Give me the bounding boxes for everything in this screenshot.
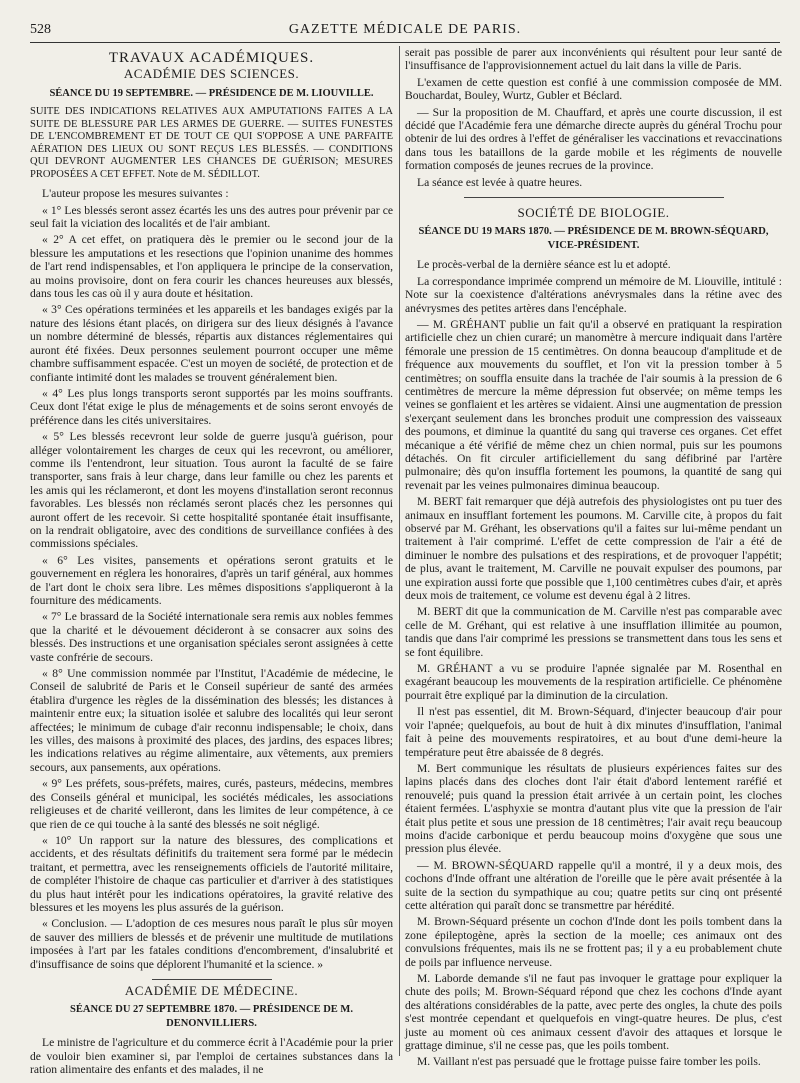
paragraph: « 1° Les blessés seront assez écartés les uns des autres pour prévenir par ce seul fait la viciation des localités et de l'air ambiant.	[30, 203, 393, 231]
journal-title: GAZETTE MÉDICALE DE PARIS.	[288, 22, 522, 37]
paragraph: M. GRÉHANT a vu se produire l'apnée signalée par M. Rosenthal en exagérant beaucoup les mouvements de la respiration artificielle. Ce phénomène pourrait être expliqué par la diminution de la circulation.	[405, 662, 782, 702]
paragraph: « 5° Les blessés recevront leur solde de guerre jusqu'à guérison, pour alléger volontairement les charges de ceux qui les recevront, ou améliorer, comme ils l'entendront, leur situation. Tous auront la faculté de se faire transporter, sans frais à leur charge, dans leur famille ou chez les parents et les amis qui les réclameront, et dont les moyens d'installation seront reconnus favorables. Les blessés non réclamés seront placés chez les personnes qui auront offert de les recevoir. Si cette hospitalité spontanée était insuffisante, on la rendrait obligatoire, avec des conditions de surveillance confiées à des commissions spéciales.	[30, 430, 393, 551]
page-number: 528	[30, 22, 51, 37]
paragraph: serait pas possible de parer aux inconvénients qui résultent pour leur santé de l'insuffisance de l'approvisionnement actuel du lait dans la ville de Paris.	[405, 46, 782, 73]
section-title-travaux: TRAVAUX ACADÉMIQUES.	[108, 50, 315, 66]
paragraph: M. Brown-Séquard présente un cochon d'Inde dont les poils tombent dans la zone épileptogène, après la section de la moelle; ces animaux ont des convulsions fréquentes, mais ils ne se frottent pas; il y a eu probablement chute de poils par influence nerveuse.	[405, 915, 782, 969]
right-column	[405, 46, 783, 1069]
paragraph: La correspondance imprimée comprend un mémoire de M. Liouville, intitulé : Note sur la coexistence d'altérations anévrysmales dans la rétine avec des anévrysmes des petites artères dans l'encéphale.	[405, 274, 782, 315]
seance-heading: SÉANCE DU 19 SEPTEMBRE. — PRÉSIDENCE DE M. LIOUVILLE.	[49, 87, 374, 99]
paragraph: « 8° Une commission nommée par l'Institut, l'Académie de médecine, le Conseil de salubrité de Paris et le Conseil supérieur de santé des armées établira d'urgence les règles de la dissémination des blessés; les distances à maintenir entre eux; la situation isolée et salubre des localités qui leur seront affectées; le minimum de cubage d'air reconnu indispensable; le choix, dans les villes, des maisons à proximité des places, des jardins, des espaces libres; les indications relatives au régime alimentaire, aux vêtements, aux premiers secours, aux pansements, aux opérations.	[30, 667, 393, 774]
divider	[464, 197, 724, 198]
paragraph: « 4° Les plus longs transports seront supportés par les moins souffrants. Ceux dont l'état exige le plus de ménagements et de soins seront envoyés de préférence dans les cités universitaires.	[30, 386, 393, 427]
section-title-biologie: SOCIÉTÉ DE BIOLOGIE.	[517, 205, 670, 221]
subject-summary: SUITE DES INDICATIONS RELATIVES AUX AMPUTATIONS FAITES A LA SUITE DE BLESSURE PAR LES ARMES DE GUERRE. — SUITES FUNESTES DE L'ENCOMBREMENT ET DE TOUT CE QUI S'OPPOSE A UNE PARFAITE AÉRATION DES LIEUX OU SONT REÇUS LES BLESSÉS. — CONDITIONS QUI DEVRONT AUGMENTER LES CHANCES DE GUÉRISON; MESURES PROPOSÉES A CET EFFET. Note de M. SÉDILLOT.	[30, 106, 393, 180]
paragraph: La séance est levée à quatre heures.	[417, 175, 583, 189]
paragraph: « 7° Le brassard de la Société internationale sera remis aux nobles femmes que la charité et le dévouement décideront à se consacrer aux soins des blessés. Des instructions et une organisation spéciales seront assignées à cette vaste confrérie de secours.	[30, 610, 393, 664]
paragraph: « Conclusion. — L'adoption de ces mesures nous paraît le plus sûr moyen de sauver des milliers de blessés et de prévenir une multitude de mutilations imposées à l'art par les fatales conditions d'encombrement, d'insalubrité et d'insuffisance de soins que déplorent l'humanité et la science. »	[30, 917, 393, 971]
divider	[152, 979, 272, 980]
paragraph: M. Bert communique les résultats de plusieurs expériences faites sur des lapins placés dans des cloches dont l'air était d'abord lentement raréfié et renouvelé; puis quand la pression était arrivée à un certain point, les cloches étaient fermées. L'asphyxie se montra d'autant plus vite que la pression de l'air était plus petite et sous une pression de 18 centimètres; l'air avait reçu beaucoup moins d'acide carbonique et perdu beaucoup moins d'oxygène que sous une pression plus élevée.	[405, 761, 782, 856]
column-divider	[399, 46, 400, 1056]
paragraph: « 6° Les visites, pansements et opérations seront gratuits et le gouvernement en réglera les honoraires, d'après un tarif général, aux hommes de l'art dont le choix sera libre. Les mêmes dispositions s'appliqueront à la fourniture des médicaments.	[30, 553, 393, 607]
page-header	[30, 20, 780, 43]
paragraph: « 3° Ces opérations terminées et les appareils et les bandages exigés par la nature des lésions étant placés, on dirigera sur des lieux désignés à l'avance un nombre déterminé de blessés, répartis aux distances réglementaires qui auront été fixées. Deux personnes seulement pourront occuper une même chambre suffisamment espacée. C'est un moyen de société, de protection et de confiante intimité dont les malades se trouvent généralement bien.	[30, 303, 393, 384]
paragraph: M. Vaillant n'est pas persuadé que le frottage puisse faire tomber les poils.	[417, 1055, 761, 1069]
section-title-medecine: ACADÉMIE DE MÉDECINE.	[124, 982, 299, 998]
paragraph: — M. BROWN-SÉQUARD rappelle qu'il a montré, il y a deux mois, des cochons d'Inde offrant une altération de l'oreille que le père avait présentée à la suite de la section du sympathique au cou; quatre petits sur cinq ont présenté cette altération qui paraît donc se transmettre par hérédité.	[405, 858, 782, 912]
paragraph: M. BERT fait remarquer que déjà autrefois des physiologistes ont pu tuer des animaux en insufflant fortement les poumons. M. Carville cite, à propos du fait observé par M. Gréhant, les observations qu'il a faites sur lui-même pendant un traitement à l'air comprimé. L'effet de cette compression de l'air a été de diminuer le nombre des pulsations et des respirations, et de provoquer l'appétit; de plus, avant le traitement, M. Carville ne pouvait expulser des poumons, par une expiration aussi forte que possible que 1,100 centimètres cubes d'air, et après deux mois de traitement, ce volume est devenu égal à 2 litres.	[405, 495, 782, 603]
section-subtitle-sciences: ACADÉMIE DES SCIENCES.	[123, 66, 300, 82]
paragraph: « 10° Un rapport sur la nature des blessures, des complications et accidents, et des résultats définitifs du traitement sera formé par le médecin traitant, et permettra, avec les renseignements officiels de l'autorité militaire, de compléter l'histoire de chaque cas particulier et d'arriver à des statistiques du plus haut intérêt pour les indications opératoires, la gravité relative des blessures et les moyens les plus assurés de la guérison.	[30, 833, 393, 914]
paragraph: M. BERT dit que la communication de M. Carville n'est pas comparable avec celle de M. Gréhant, qui est relative à une insufflation illimitée au poumon, tandis que dans l'air comprimé les pressions se transmettent dans tous les sens et se font équilibre.	[405, 605, 782, 659]
paragraph: M. Laborde demande s'il ne faut pas invoquer le grattage pour expliquer la chute des poils; M. Brown-Séquard répond que chez les cochons d'Inde ayant des altérations considérables de la patte, avec perte des ongles, la chute des poils s'est montrée cependant et quelquefois en vingt-quatre heures. De plus, c'est juste au moment où ces animaux cessent d'avoir des attaques et lorsque le grattage diminue, s'il ne cesse pas, que les poils tombent.	[405, 972, 782, 1053]
paragraph: L'examen de cette question est confié à une commission composée de MM. Bouchardat, Bouley, Wurtz, Gubler et Béclard.	[405, 75, 782, 103]
paragraph: — M. GRÉHANT publie un fait qu'il a observé en pratiquant la respiration artificielle chez un chien curaré; un manomètre à mercure indiquait dans l'artère fémorale une pression de 15 centimètres. On donna beaucoup d'amplitude et de fréquence aux mouvements du soufflet, et l'on vit la pression tomber à 5 centimètres; on souffla ensuite dans la trachée de l'air soumis à la pression de 6 centimètres de mercure la même dépression fut observée; on même temps les veines se gonflaient et les artères se vidaient. Ainsi une augmentation de pression s'exerçant seulement dans les bronches produit une compression des vaisseaux des poumons, et diminue la quantité du sang qui traverse ces organes. Cet effet mécanique a été vérifié de même chez un chien normal, puis sur les poumons détachés. On fit circuler artificiellement du sang défibriné par l'artère pulmonaire; dès qu'on insuffla fortement les poumons, la quantité de sang qui revenait par les veines pulmonaires diminua beaucoup.	[405, 317, 783, 492]
paragraph: Le ministre de l'agriculture et du commerce écrit à l'Académie pour la prier de vouloir bien examiner si, par l'emploi de certaines substances dans la ration alimentaire des enfants et des malades, il ne	[30, 1036, 393, 1076]
seance-heading-medecine: SÉANCE DU 27 SEPTEMBRE 1870. — PRÉSIDENCE DE M. DENONVILLIERS.	[70, 1004, 353, 1029]
paragraph: « 9° Les préfets, sous-préfets, maires, curés, pasteurs, médecins, membres des Conseils général et municipal, les sociétés médicales, les associations religieuses et de charité veilleront, dans les limites de leur compétence, à ce que rien de ce qui touche à la santé des blessés ne soit négligé.	[30, 777, 393, 831]
paragraph: L'auteur propose les mesures suivantes :	[42, 187, 229, 201]
paragraph: Il n'est pas essentiel, dit M. Brown-Séquard, d'injecter beaucoup d'air pour voir l'apnée; quelquefois, au bout de huit à dix minutes d'insufflation, l'animal fait à peine des mouvements respiratoires, et au bout d'une demi-heure la température peut être abaissée de 8 degrés.	[405, 705, 782, 759]
seance-heading-biologie: SÉANCE DU 19 MARS 1870. — PRÉSIDENCE DE M. BROWN-SÉQUARD, VICE-PRÉSIDENT.	[418, 226, 769, 251]
paragraph: « 2° A cet effet, on pratiquera dès le premier ou le second jour de la blessure les amputations et les resections que l'opinion unanime des hommes de l'art rend indispensables, et l'on appliquera le principe de la conservation, au moins provisoire, dont on fera courir les chances heureuses aux blessés, dans tous les cas où il y aura doute et hésitation.	[30, 233, 393, 301]
paragraph: — Sur la proposition de M. Chauffard, et après une courte discussion, il est décidé que l'Académie fera une démarche directe auprès du général Trochu pour obtenir de lui des ordres à l'effet de généraliser les vaccinations et revaccinations dans tous les bataillons de la garde mobile et les régiments de nouvelle formation composés de jeunes recrues de la province.	[405, 105, 782, 173]
paragraph: Le procès-verbal de la dernière séance est lu et adopté.	[417, 258, 671, 272]
left-column	[30, 46, 393, 1076]
